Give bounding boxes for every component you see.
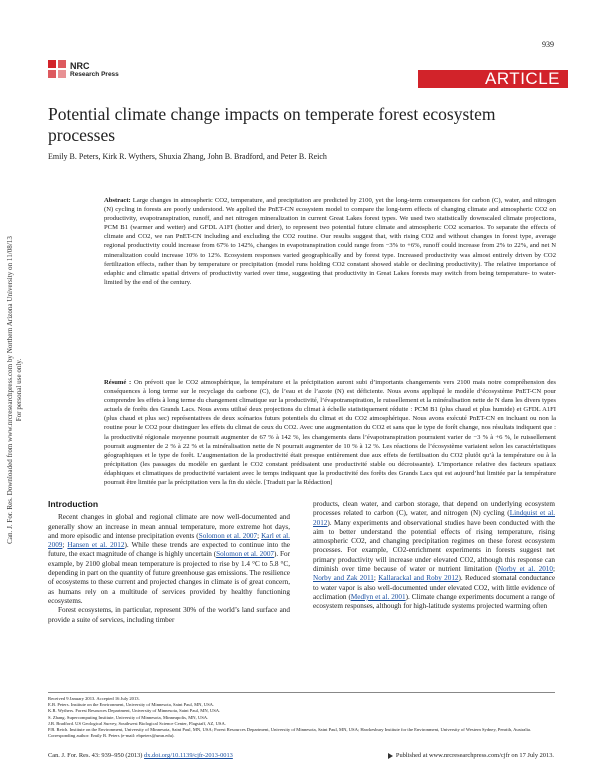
citation-link[interactable]: Norby et al. 2010 xyxy=(497,565,553,574)
footnote: E.B. Peters. Institute on the Environment, University of Minnesota, Saint Paul, MN, USA. xyxy=(48,702,215,708)
citation-link[interactable]: Karl et al. 2009 xyxy=(48,531,290,550)
resume-label: Résumé : xyxy=(104,379,132,386)
citation-link[interactable]: Medlyn et al. 2001 xyxy=(350,592,406,601)
resume xyxy=(104,378,556,487)
footnote: P.B. Reich. Institute on the Environment, University of Minnesota, Saint Paul, MN, USA; Forest Resources Department, University of Minnesota, Saint Paul, MN, USA; Hawkesbury Institute for the Environment, University of Western Sydney, Penrith, Australia. xyxy=(48,727,532,733)
paragraph: products, clean water, and carbon storage, that depend on underlying ecosystem processes related to carbon (C), water, and nitrogen (N) cycling (Lindquist et al. 2012). Many experiments and observational studies have been conducted with the aim to better understand the potential effects of rising temperature, rising atmospheric CO2, and changing precipitation regimes on these forest ecosystem processes. For example, CO2-enrichment experiments in forests suggest net primary productivity will increase under elevated CO2, although this response can diminish over time because of water or nutrient limitation (Norby et al. 2010; Norby and Zak 2011; Kallarackal and Roby 2012). Reduced stomatal conductance to water vapor is also well-documented under elevated CO2, with little evidence of acclimation (Medlyn et al. 2001). Climate change experiments document a range of ecosystem responses, although for high-latitude systems projected warming often xyxy=(313,500,556,611)
triangle-bullet-icon xyxy=(388,753,393,759)
citation-link[interactable]: Lindquist et al. 2012 xyxy=(313,509,555,527)
logo-text-research-press: Research Press xyxy=(70,71,119,78)
abstract xyxy=(104,196,556,287)
body-column-right xyxy=(313,500,555,612)
body-column-left xyxy=(48,500,290,625)
footnote: J.B. Bradford. US Geological Survey, Southwest Biological Science Center, Flagstaff, AZ, USA. xyxy=(48,720,226,726)
footer-citation: Can. J. For. Res. 43: 939–950 (2013) dx.doi.org/10.1139/cjfr-2013-0013 xyxy=(48,752,233,759)
citation-link[interactable]: Solomon et al. 2007 xyxy=(216,550,275,559)
abstract-text: Large changes in atmospheric CO2, temperature, and precipitation are predicted by 2100, yet the long-term consequences for carbon (C), water, and nitrogen (N) cycling in forests are poorly understood. We applied the PnET-CN ecosystem model to compare the long-term effects of changing climate and atmospheric CO2 on productivity, evapotranspiration, runoff, and net nitrogen mineralization in current Great Lakes forest types. We used two statistically downscaled climate projections, PCM B1 (warmer and wetter) and GFDL A1FI (hotter and drier), to represent two potential future climate and atmospheric CO2 scenarios. To separate the effects of climate and CO2, we ran PnET-CN including and excluding the CO2 routine. Our results suggest that, with rising CO2 and without changes in forest type, average regional productivity could increase from 67% to 142%, changes in evapotranspiration could range from −3% to +6%, runoff could increase from 2% to 22%, and net N mineralization could increase 10% to 12%. Ecosystem responses varied geographically and by forest type. Increased productivity was almost entirely driven by CO2 fertilization effects, rather than by temperature or precipitation (model runs holding CO2 constant showed stable or declining productivity). The relative importance of edaphic and climatic spatial drivers of productivity varied over time, suggesting that productivity in Great Lakes forests may switch from being temperature- to water-limited by the end of the century. xyxy=(104,197,556,286)
paragraph: Recent changes in global and regional climate are now well-documented and generally show an increase in mean annual temperature, more extreme hot days, and more episodic and intense precipitation events (Solomon et al. 2007; Karl et al. 2009; Hansen et al. 2012). While these trends are expected to continue into the future, the exact magnitude of change is highly uncertain (Solomon et al. 2007). For example, by 2100 global mean temperature is projected to rise by 1.4 °C to 5.8 °C, depending in part on the quantity of future greenhouse gas emissions. The resilience of ecosystems to these current and projected changes in climate is of great concern, as humans rely on a multitude of services provided by healthy functioning ecosystems. xyxy=(48,513,290,605)
article-title: Potential climate change impacts on temperate forest ecosystem processes xyxy=(48,104,496,145)
download-sidebar xyxy=(2,170,28,610)
abstract-label: Abstract: xyxy=(104,197,131,204)
footnotes xyxy=(48,696,555,739)
section-heading-introduction: Introduction xyxy=(48,499,99,509)
sidebar-download-line: Can. J. For. Res. Downloaded from www.nrcresearchpress.com by Northern Arizona University on 11/08/13 xyxy=(6,236,14,544)
page-number: 939 xyxy=(542,40,554,49)
nrc-logo-icon xyxy=(48,60,66,78)
footnote: K.R. Wythers. Forest Resources Department, University of Minnesota, Saint Paul, MN, USA. xyxy=(48,708,221,714)
paragraph: Forest ecosystems, in particular, represent 30% of the world’s land surface and provide a suite of services, including timber xyxy=(48,606,290,624)
logo-text-nrc: NRC xyxy=(70,61,90,71)
citation-link[interactable]: Kallarackal and Roby 2012 xyxy=(378,574,459,583)
doi-link[interactable]: dx.doi.org/10.1139/cjfr-2013-0013 xyxy=(144,752,233,759)
publisher-logo xyxy=(48,60,119,90)
footer-published: Published at www.nrcresearchpress.com/cjfr on 17 July 2013. xyxy=(388,752,554,759)
article-banner: ARTICLE xyxy=(418,70,568,88)
footnote: S. Zhang. Supercomputing Institute, University of Minnesota, Minneapolis, MN, USA. xyxy=(48,714,209,720)
author-list: Emily B. Peters, Kirk R. Wythers, Shuxia Zhang, John B. Bradford, and Peter B. Reich xyxy=(48,152,327,161)
footnote: Corresponding author: Emily B. Peters (e-mail: ebpeters@umn.edu). xyxy=(48,733,175,739)
citation-link[interactable]: Hansen et al. 2012 xyxy=(67,541,125,550)
sidebar-personal-use-line: For personal use only. xyxy=(15,358,23,422)
resume-text: On prévoit que le CO2 atmosphérique, la température et la précipitation auront subi d’importants changements vers 2100 mais notre compréhension des conséquences à long terme sur le recyclage du carbone (C), de l’eau et de l’azote (N) est déficiente. Nous avons appliqué le modèle d’écosystème PnET-CN pour comprendre les effets à long terme du changement climatique sur la productivité, l’évapotranspiration, le ruissellement et la minéralisation nette de N dans les divers types actuels de forêts des Grands Lacs. Nous avons utilisé deux projections du climat à échelle statistiquement réduite : PCM B1 (plus chaud et plus humide) et GFDL A1FI (plus chaud et plus sec) représentatives de deux scénarios futurs potentiels du climat et du CO2 atmosphérique. Nous avons exécuté PnET-CN en incluant ou non la routine pour le CO2 pour distinguer les effets du climat de ceux du CO2. Avec une augmentation du CO2 et sans que le type de forêt change, nos résultats indiquent que : la productivité régionale moyenne pourrait augmenter de 67 % à 142 %, les changements dans l’évapotranspiration pourraient varier de −3 % à +6 %, le ruissellement pourrait augmenter de 2 % à 22 % et la minéralisation nette de N pourrait augmenter de 10 % à 12 %. Les réactions de l’écosystème variaient selon les caractéristiques géographiques et le type de forêt. L’augmentation de la productivité était presque entièrement due aux effets de fertilisation du CO2 plutôt qu’à la température ou à la précipitation (les passages du modèle en gardant le CO2 constant prédisaient une productivité stable ou décroissante). L’importance relative des facteurs spatiaux édaphiques et climatiques de productivité variaient avec le temps indiquant que la productivité des forêts des Grands Lacs qui est aujourd’hui limitée par la température pourrait être limitée par la précipitation vers la fin du siècle. [Traduit par la Rédaction] xyxy=(104,379,556,487)
citation-link[interactable]: Solomon et al. 2007 xyxy=(198,531,258,540)
footnote: Received 9 January 2013. Accepted 16 July 2013. xyxy=(48,696,140,701)
citation-link[interactable]: Norby and Zak 2011 xyxy=(313,574,374,583)
footnote-divider xyxy=(48,692,555,693)
